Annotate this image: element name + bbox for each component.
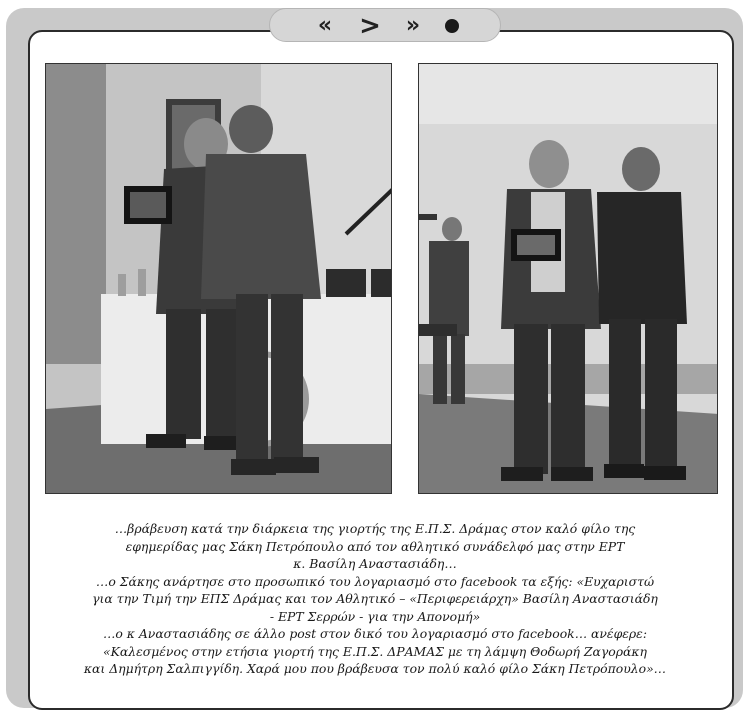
stop-dot-button[interactable] xyxy=(445,19,459,33)
caption-line: κ. Βασίλη Αναστασιάδη… xyxy=(293,556,457,571)
last-button[interactable]: » xyxy=(405,13,421,38)
gallery-nav-bar xyxy=(269,8,501,42)
caption-line: για την Τιμή την ΕΠΣ Δράμας και τον Αθλητικό – «Περιφερειάρχη» Βασίλη Αναστασιάδη xyxy=(92,591,658,606)
caption-line: και Δημήτρη Σαλπιγγίδη. Χαρά μου που βράβευσα τον πολύ καλό φίλο Σάκη Πετρόπουλο»… xyxy=(83,661,667,676)
caption-line: …ο κ Αναστασιάδης σε άλλο post στον δικό του λογαριασμό στο facebook… ανέφερε: xyxy=(102,626,647,641)
photo-illustration xyxy=(419,64,718,494)
award-pose-photo xyxy=(418,63,718,494)
award-handshake-photo xyxy=(45,63,392,494)
next-button[interactable]: > xyxy=(359,11,381,41)
caption-line: «Καλεσμένος στην ετήσια γιορτή της Ε.Π.Σ. ΔΡΑΜΑΣ με τη λάμψη Θοδωρή Ζαγοράκη xyxy=(103,643,647,659)
caption-line: …βράβευση κατά την διάρκεια της γιορτής της Ε.Π.Σ. Δράμας στον καλό φίλο της xyxy=(114,521,636,536)
photo-illustration xyxy=(46,64,392,494)
caption-line: εφημερίδας μας Σάκη Πετρόπουλο από τον αθλητικό συνάδελφό μας στην ΕΡΤ xyxy=(125,538,625,554)
caption-line: …ο Σάκης ανάρτησε στο προσωπικό του λογαριασμό στο facebook τα εξής: «Ευχαριστώ xyxy=(95,573,655,589)
caption-line: - ΕΡΤ Σερρών - για την Απονομή» xyxy=(269,608,481,624)
photo-caption xyxy=(50,520,700,678)
first-button[interactable]: « xyxy=(317,13,333,38)
